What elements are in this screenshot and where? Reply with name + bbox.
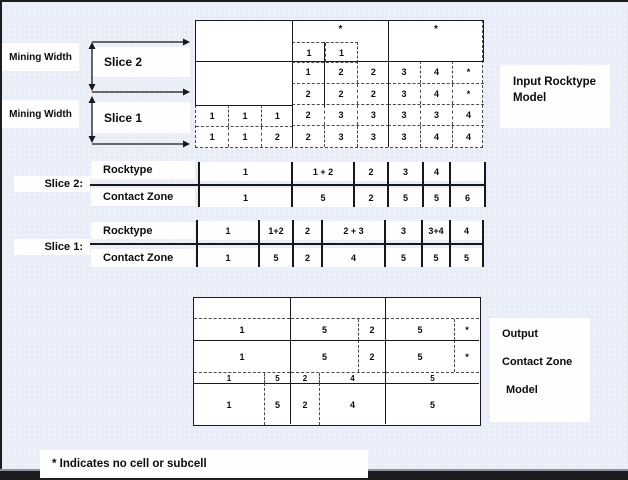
grid-cell: 2 [304,252,310,263]
mining-width-arrows [84,36,202,152]
grid-cell: 2 [324,84,356,104]
grid-row [293,43,357,62]
table-separator [449,220,451,267]
grid-cell: 1 [225,225,231,236]
grid-row [197,221,483,240]
grid-cell: 2 [357,61,389,83]
grid-cell: 3 [401,131,407,142]
mining-width-text: Mining Width [9,51,72,63]
grid-row [194,373,290,383]
grid-cell: 1 [225,252,231,263]
output-right-column [385,298,479,424]
slice2-text: Slice 2 [104,55,143,69]
mining-width-label-2 [2,100,79,128]
grid-cell: 5 [386,383,479,425]
grid-cell: 4 [420,84,452,104]
table-separator [421,220,423,267]
arrow-right-icon [183,141,190,148]
grid-cell: 3 [420,105,452,125]
table-separator [292,220,294,267]
output-right-top [386,319,479,372]
caption-line: Output [502,328,539,340]
output-contact-zone-model-grid [193,297,481,426]
grid-cell: 5 [417,324,423,335]
input-grid-subcells [292,42,358,63]
grid-cell: 1 [239,324,245,335]
grid-cell: 5 [400,252,406,263]
grid-row [388,83,484,104]
grid-row [291,383,385,425]
table-separator [449,162,451,207]
grid-cell: 5 [273,252,279,263]
grid-row [196,126,293,147]
grid-cell: 1 [228,105,260,126]
output-middle-bottom [291,372,385,425]
grid-row [199,188,485,207]
grid-cell: 5 [264,373,290,383]
grid-cell: 1 + 2 [312,166,334,177]
grid-cell: 2 [368,192,374,203]
arrow-down-icon [89,136,96,143]
grid-cell: 5 [320,192,326,203]
output-middle-top [291,319,385,372]
grid-row [194,319,290,340]
caption-line: Model [506,384,538,396]
grid-cell: 1 [242,166,248,177]
grid-row [386,340,479,372]
grid-cell: 1 [209,110,215,121]
rocktype-row-label: Rocktype [91,161,195,179]
grid-row [292,125,389,147]
arrow-down-icon [89,84,96,91]
grid-cell: 4 [452,105,484,125]
no-cell-marker: * [434,24,438,35]
grid-cell: 2 [305,131,311,142]
grid-row [388,104,484,125]
grid-row [291,340,385,372]
output-middle-column [290,298,385,424]
grid-cell: 2 [302,373,308,383]
grid-cell: 2 [368,166,374,177]
slice2-rocktype-row [199,162,485,181]
table-separator [422,162,424,207]
output-left-bottom [194,372,290,425]
grid-cell: 3 [401,110,407,120]
empty-strip [291,298,385,319]
grid-cell: 3 [402,166,408,177]
grid-row [291,373,385,383]
grid-cell [450,162,485,181]
grid-cell: 2 [305,110,311,120]
grid-cell: 5 [433,252,439,263]
grid-row [291,319,385,340]
grid-row [197,248,483,267]
grid-cell: 5 [433,192,439,203]
grid-row [292,104,389,125]
arrow-up-icon [89,42,96,49]
grid-row [194,383,290,425]
slice1-text: Slice 1 [104,110,143,125]
grid-cell: 1+2 [268,225,284,236]
grid-cell: 1 [305,67,311,77]
grid-cell: 5 [321,324,327,335]
input-grid-right-band [388,61,484,147]
grid-cell: 2 [305,89,311,99]
arrow-up-icon [89,96,96,103]
table-separator [482,220,484,267]
left-block-divider [195,61,293,62]
slice1-rocktype-row [197,221,483,240]
grid-row [196,105,293,126]
grid-cell: 1 [194,340,290,372]
grid-cell: 4 [350,252,356,263]
footnote-text: * Indicates no cell or subcell [52,458,207,470]
grid-cell: 2 + 3 [343,225,364,236]
grid-cell: 3 [357,126,389,147]
grid-cell: 1 [228,127,260,147]
contact-zone-row-label: Contact Zone [91,188,195,206]
grid-cell: * [452,84,484,104]
input-rocktype-model-grid [195,20,483,148]
grid-row [386,383,479,425]
slice2-table-label: Slice 2: [14,176,90,192]
grid-cell: 5 [463,252,469,263]
table-separator [258,220,260,267]
grid-cell: 1 [242,192,248,203]
output-left-top [194,319,290,372]
rocktype-row-label: Rocktype [91,222,195,239]
grid-cell: 3 [324,105,356,125]
grid-row [194,340,290,372]
grid-row [199,162,485,181]
grid-cell: 1 [194,383,264,425]
input-model-caption [500,65,610,128]
table-separator [387,162,389,207]
table-separator [321,220,323,267]
grid-cell: 4 [452,126,484,147]
input-grid-left-band [196,105,293,147]
grid-cell: 3 [357,105,389,125]
grid-cell: 5 [264,383,290,425]
grid-cell: 4 [433,166,439,177]
output-model-caption [490,318,590,422]
grid-cell: 1 [306,47,312,58]
grid-row [388,61,484,83]
slice2-contact-zone-row [199,188,485,207]
grid-row [292,83,389,104]
grid-row [388,125,484,147]
grid-cell: 3+4 [428,225,444,236]
grid-cell: 2 [291,383,319,425]
grid-cell: 1 [209,132,215,142]
contact-zone-row-label: Contact Zone [91,249,195,267]
grid-cell: 4 [319,383,385,425]
grid-cell: 4 [463,225,469,236]
grid-cell: 4 [420,126,452,147]
output-right-bottom [386,372,479,425]
mining-width-text: Mining Width [9,108,72,120]
mining-width-label-1 [2,43,79,71]
grid-row [386,319,479,340]
grid-cell: 2 [358,319,385,340]
empty-strip [194,298,290,319]
grid-cell: 4 [319,373,385,383]
grid-cell: * [454,340,479,372]
grid-cell: 2 [324,61,356,83]
grid-cell: 4 [420,61,452,83]
grid-cell: 1 [226,373,232,383]
grid-cell: 2 [358,340,385,372]
grid-cell: * [454,319,479,340]
slice1-contact-zone-row [197,248,483,267]
arrow-right-icon [183,89,190,96]
table-rule [90,184,485,186]
grid-row [292,61,389,83]
slice1-table-label: Slice 1: [14,239,90,255]
table-separator [484,162,486,207]
grid-cell: 2 [357,84,389,104]
table-rule [90,243,483,245]
table-separator [291,162,293,207]
grid-cell: 6 [464,192,470,203]
table-separator [196,220,198,267]
arrow-right-icon [183,39,190,46]
grid-cell: 2 [304,225,310,236]
output-left-column [194,298,290,424]
grid-cell: 3 [401,67,407,77]
caption-line: Contact Zone [502,356,573,368]
grid-cell: 1 [325,43,357,62]
grid-cell: 5 [430,373,435,383]
input-grid-middle-band [292,61,389,147]
table-separator [384,220,386,267]
caption-line: Model [513,92,547,104]
grid-cell: 2 [261,127,293,147]
empty-strip [386,298,479,319]
grid-cell: 5 [386,340,454,372]
grid-cell: 3 [401,89,407,99]
grid-cell: 3 [400,225,406,236]
table-separator [353,162,355,207]
left-block-outline [195,20,293,106]
grid-cell: 3 [324,126,356,147]
caption-line: Input Rocktype [513,76,597,88]
footnote [40,450,368,478]
grid-cell: * [452,61,484,83]
grid-row [386,373,479,383]
no-cell-marker: * [338,24,343,35]
grid-cell: 5 [402,192,408,203]
grid-cell: 5 [291,340,358,372]
table-separator [198,162,200,207]
grid-cell: 1 [261,105,293,126]
